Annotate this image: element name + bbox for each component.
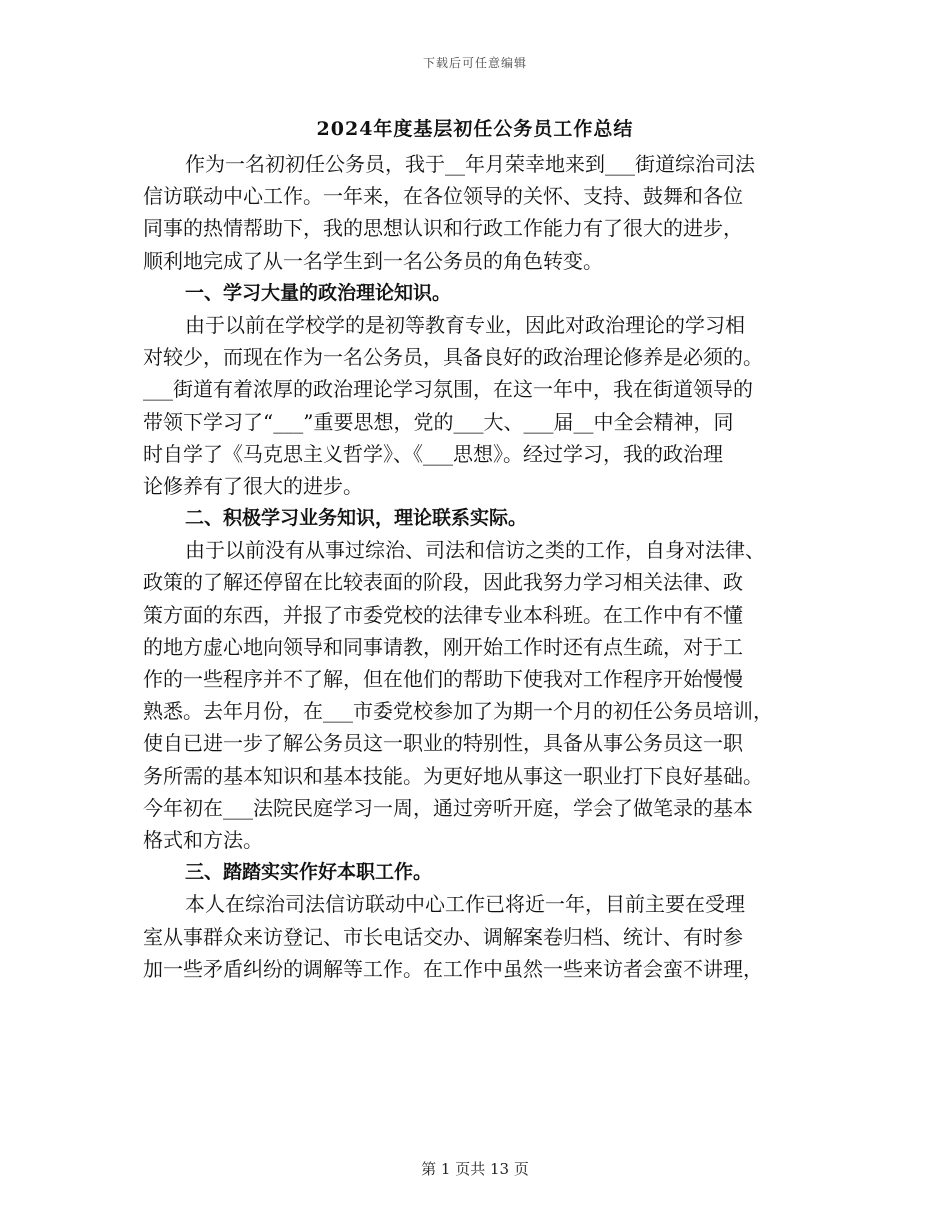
body-line: 带领下学习了“___”重要思想，党的___大、___届__中全会精神，同 — [143, 409, 734, 434]
body-line: 政策的了解还停留在比较表面的阶段，因此我努力学习相关法律、政 — [143, 570, 743, 595]
body-line: 作为一名初初任公务员，我于__年月荣幸地来到___街道综治司法 — [185, 152, 755, 176]
body-line: 对较少，而现在作为一名公务员，具备良好的政治理论修养是必须的。 — [143, 345, 763, 370]
body-line: 由于以前没有从事过综治、司法和信访之类的工作，自身对法律、 — [185, 538, 765, 563]
body-line: 本人在综治司法信访联动中心工作已将近一年，目前主要在受理 — [185, 892, 745, 917]
section-heading: 一、学习大量的政治理论知识。 — [185, 281, 452, 304]
body-line: 加一些矛盾纠纷的调解等工作。在工作中虽然一些来访者会蛮不讲理， — [143, 956, 763, 981]
body-line: 时自学了《马克思主义哲学》、《___思想》。经过学习，我的政治理 — [143, 441, 723, 466]
header-note: 下载后可任意编辑 — [422, 56, 527, 70]
body-line: 务所需的基本知识和基本技能。为更好地从事这一职业打下良好基础。 — [143, 763, 763, 788]
page-footer: 第 1 页共 13 页 — [421, 1160, 529, 1178]
document-title: 2024年度基层初任公务员工作总结 — [316, 118, 634, 140]
section-heading: 二、积极学习业务知识，理论联系实际。 — [185, 507, 528, 530]
body-line: 策方面的东西，并报了市委党校的法律专业本科班。在工作中有不懂 — [143, 602, 743, 627]
section-heading: 三、踏踏实实作好本职工作。 — [185, 861, 433, 884]
body-line: 熟悉。去年月份，在___市委党校参加了为期一个月的初任公务员培训， — [143, 699, 773, 724]
body-line: 使自已进一步了解公务员这一职业的特别性，具备从事公务员这一职 — [143, 731, 743, 756]
body-line: 论修养有了很大的进步。 — [143, 473, 363, 498]
body-line: 由于以前在学校学的是初等教育专业，因此对政治理论的学习相 — [185, 312, 745, 337]
body-line: 信访联动中心工作。一年来，在各位领导的关怀、支持、鼓舞和各位 — [143, 184, 743, 209]
body-line: ___街道有着浓厚的政治理论学习氛围，在这一年中，我在街道领导的 — [143, 377, 753, 402]
body-line: 顺利地完成了从一名学生到一名公务员的角色转变。 — [143, 248, 603, 273]
body-line: 同事的热情帮助下，我的思想认识和行政工作能力有了很大的进步， — [143, 216, 743, 241]
body-line: 作的一些程序并不了解，但在他们的帮助下使我对工作程序开始慢慢 — [143, 667, 743, 691]
body-line: 室从事群众来访登记、市长电话交办、调解案卷归档、统计、有时参 — [143, 924, 743, 949]
document-body — [143, 148, 815, 985]
body-line: 格式和方法。 — [143, 827, 263, 852]
body-line: 的地方虚心地向领导和同事请教，刚开始工作时还有点生疏，对于工 — [143, 634, 743, 659]
body-line: 今年初在___法院民庭学习一周，通过旁听开庭，学会了做笔录的基本 — [143, 795, 753, 820]
